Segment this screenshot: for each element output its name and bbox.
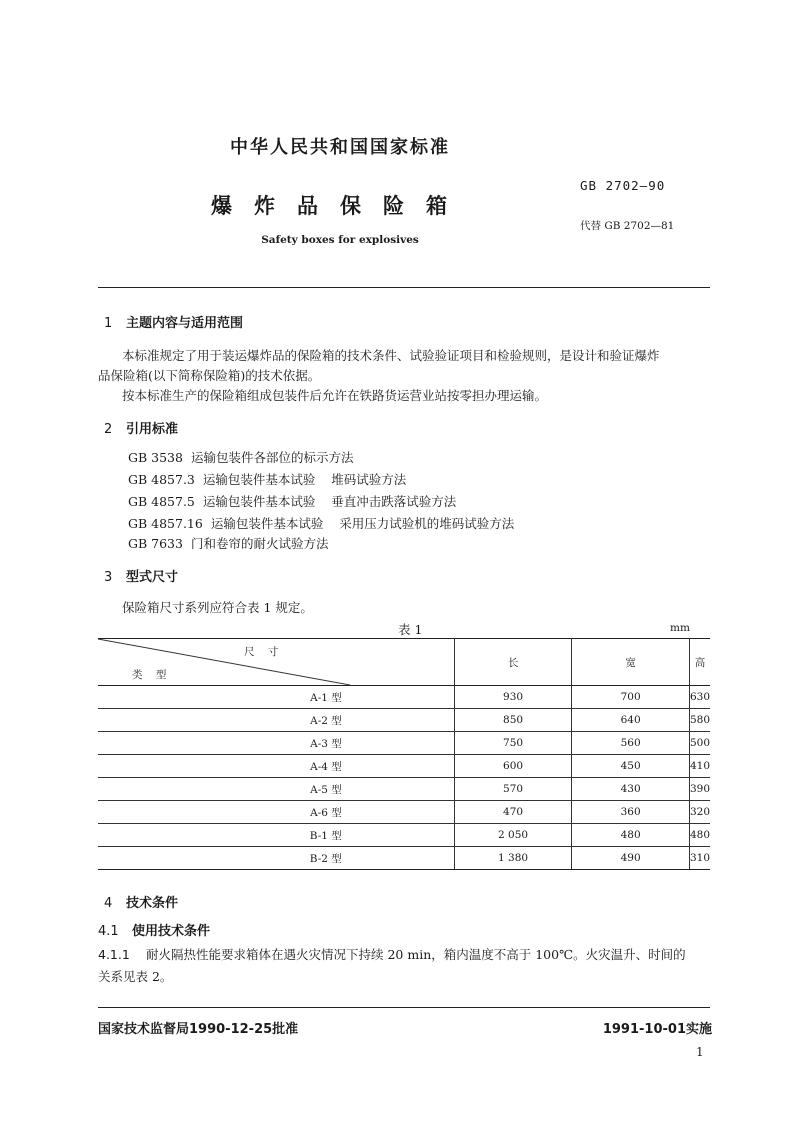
row-width: 490 — [572, 847, 690, 870]
row-width: 430 — [572, 778, 690, 801]
row-length: 930 — [454, 686, 572, 709]
row-type: A-3 型 — [98, 732, 454, 755]
row-width: 480 — [572, 824, 690, 847]
row-height: 410 — [689, 755, 710, 778]
subsection-4-1-heading — [98, 920, 210, 939]
column-header-width: 宽 — [572, 639, 690, 686]
row-type: A-2 型 — [98, 709, 454, 732]
section-number: 1 — [104, 316, 113, 331]
table-row — [98, 778, 710, 801]
reference-code: GB 4857.3 — [128, 472, 195, 487]
standard-english-title: Safety boxes for explosives — [261, 234, 419, 246]
table-row — [98, 686, 710, 709]
section-title: 技术条件 — [126, 896, 179, 911]
row-height: 320 — [689, 801, 710, 824]
item-4-1-1-line1 — [98, 945, 686, 963]
row-length: 1 380 — [454, 847, 572, 870]
row-length: 570 — [454, 778, 572, 801]
reference-item — [128, 448, 353, 466]
section-number: 4 — [104, 896, 113, 911]
column-header-length: 长 — [454, 639, 572, 686]
footer-rule — [98, 1007, 710, 1008]
standard-code: GB 2702—90 — [580, 178, 666, 193]
row-type: B-1 型 — [98, 824, 454, 847]
section-4-heading — [104, 892, 178, 911]
row-type: A-4 型 — [98, 755, 454, 778]
page-number: 1 — [696, 1045, 704, 1059]
row-height: 390 — [689, 778, 710, 801]
section-1-para1-line1: 本标准规定了用于装运爆炸品的保险箱的技术条件、试验验证项目和检验规则，是设计和验证爆炸 — [122, 348, 660, 363]
row-width: 360 — [572, 801, 690, 824]
reference-item — [128, 534, 328, 552]
row-type: A-1 型 — [98, 686, 454, 709]
row-type: A-5 型 — [98, 778, 454, 801]
row-height: 630 — [689, 686, 710, 709]
replaces-standard: 代替 GB 2702—81 — [580, 220, 675, 232]
row-width: 640 — [572, 709, 690, 732]
section-3-intro: 保险箱尺寸系列应符合表 1 规定。 — [122, 600, 313, 615]
row-length: 750 — [454, 732, 572, 755]
section-2-heading — [104, 418, 178, 437]
table-caption: 表 1 — [398, 622, 423, 637]
section-3-heading — [104, 566, 178, 585]
table-row — [98, 847, 710, 870]
table-row — [98, 732, 710, 755]
table-row — [98, 824, 710, 847]
reference-title: 运输包装件基本试验 垂直冲击跌落试验方法 — [202, 494, 457, 509]
table-unit: mm — [670, 622, 690, 634]
section-title: 型式尺寸 — [126, 570, 179, 585]
table-row — [98, 801, 710, 824]
subsection-number: 4.1 — [98, 924, 119, 939]
reference-title: 运输包装件各部位的标示方法 — [190, 450, 354, 465]
implementation-date: 1991-10-01实施 — [602, 1022, 712, 1037]
reference-title: 门和卷帘的耐火试验方法 — [190, 536, 329, 551]
row-length: 2 050 — [454, 824, 572, 847]
row-length: 850 — [454, 709, 572, 732]
row-type: B-2 型 — [98, 847, 454, 870]
reference-item — [128, 514, 514, 532]
reference-title: 运输包装件基本试验 采用压力试验机的堆码试验方法 — [210, 516, 515, 531]
row-width: 700 — [572, 686, 690, 709]
table-header-diagonal-cell — [98, 639, 454, 686]
reference-code: GB 4857.16 — [128, 516, 203, 531]
reference-code: GB 3538 — [128, 450, 183, 465]
row-height: 580 — [689, 709, 710, 732]
reference-item — [128, 470, 406, 488]
row-height: 310 — [689, 847, 710, 870]
column-header-height: 高 — [689, 639, 710, 686]
standard-title: 爆炸品保险箱 — [211, 194, 469, 218]
row-height: 480 — [689, 824, 710, 847]
row-width: 560 — [572, 732, 690, 755]
header-type-label: 类 型 — [132, 669, 167, 681]
item-4-1-1-line2: 关系见表 2。 — [98, 969, 173, 984]
section-number: 2 — [104, 422, 113, 437]
section-1-heading — [104, 312, 243, 331]
header-dimension-label: 尺 寸 — [244, 646, 279, 658]
row-length: 470 — [454, 801, 572, 824]
approval-date: 国家技术监督局1990-12-25批准 — [98, 1022, 299, 1037]
dimensions-table — [98, 638, 710, 870]
section-title: 主题内容与适用范围 — [126, 316, 244, 331]
table-header-row — [98, 639, 710, 686]
item-number: 4.1.1 — [98, 947, 130, 962]
section-1-para1-line2: 品保险箱(以下简称保险箱)的技术依据。 — [98, 368, 321, 383]
reference-title: 运输包装件基本试验 堆码试验方法 — [202, 472, 407, 487]
subsection-title: 使用技术条件 — [132, 924, 211, 939]
section-title: 引用标准 — [126, 422, 179, 437]
reference-code: GB 7633 — [128, 536, 183, 551]
table-row — [98, 709, 710, 732]
table-row — [98, 755, 710, 778]
row-width: 450 — [572, 755, 690, 778]
row-length: 600 — [454, 755, 572, 778]
row-height: 500 — [689, 732, 710, 755]
reference-code: GB 4857.5 — [128, 494, 195, 509]
section-number: 3 — [104, 570, 113, 585]
item-text: 耐火隔热性能要求箱体在遇火灾情况下持续 20 min，箱内温度不高于 100℃。火灾温升、时间的 — [146, 947, 686, 962]
document-title: 中华人民共和国国家标准 — [230, 137, 450, 158]
section-1-para2: 按本标准生产的保险箱组成包装件后允许在铁路货运营业站按零担办理运输。 — [122, 388, 548, 403]
row-type: A-6 型 — [98, 801, 454, 824]
header-rule — [98, 287, 710, 288]
reference-item — [128, 492, 456, 510]
